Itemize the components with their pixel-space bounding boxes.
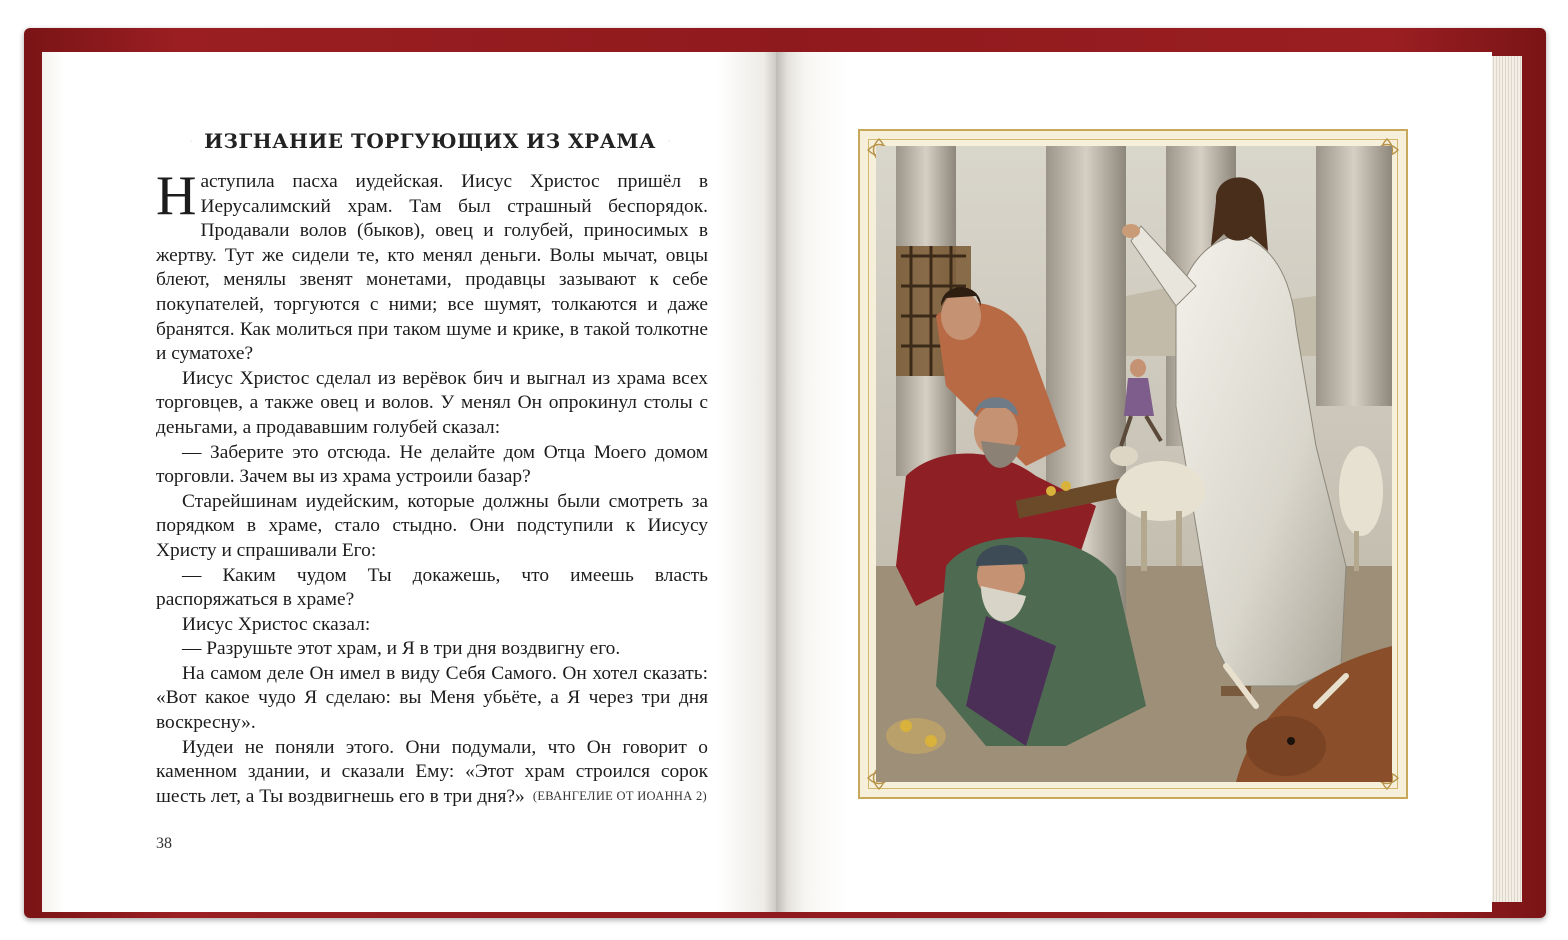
paragraph: Иисус Христос сделал из верёвок бич и выгнал из храма всех торговцев, а также овец и волов. У менял Он опрокинул столы с деньгами, а продававшим голубей сказал: [156, 367, 708, 438]
page-number: 38 [156, 835, 172, 852]
paragraph: — Заберите это отсюда. Не делайте дом Отца Моего домом торговли. Зачем вы из храма устроили базар? [156, 441, 708, 488]
chapter-heading [190, 124, 670, 158]
pillar [1316, 146, 1392, 406]
paragraph: Наступила пасха иудейская. Иисус Христос пришёл в Иерусалимский храм. Там был страшный беспорядок. Продавали волов (быков), овец и голубей, приносимых в жертву. Тут же сидели те, кто менял деньги. Волы мычат, овцы блеют, менялы звенят монетами, продавцы зазывают к себе покупателей, торгуются с ними; все шумят, толкаются и даже бранятся. Как молиться при таком шуме и крике, в такой толкотне и суматохе? [156, 165, 708, 365]
page-title: ИЗГНАНИЕ ТОРГУЮЩИХ ИЗ ХРАМА [204, 129, 656, 153]
temple-cleansing-illustration [876, 146, 1392, 782]
painting-svg [876, 146, 1392, 782]
page-edges [1488, 56, 1522, 902]
paragraph: — Разрушьте этот храм, и Я в три дня воздвигну его. [182, 638, 621, 660]
paragraph: — Каким чудом Ты докажешь, что имеешь власть распоряжаться в храме? [156, 564, 708, 611]
drop-cap: Н [156, 165, 197, 227]
paragraph: Иудеи не поняли этого. Они подумали, что Он говорит о каменном здании, и сказали Ему: «Этот храм строился сорок шесть лет, а Ты воздвигнешь его в три дня?» [156, 736, 708, 807]
paragraph: Иисус Христос сказал: [182, 613, 371, 635]
paragraph: На самом деле Он имел в виду Себя Самого. Он хотел сказать: «Вот какое чудо Я сделаю: вы Меня убьёте, а Я через три дня воскресну». [156, 662, 708, 734]
paragraph: Старейшинам иудейским, которые должны были смотреть за порядком в храме, стало стыдно. Они подступили к Иисусу Христу и спрашивали Его: [156, 490, 708, 561]
book-spine [764, 52, 788, 912]
scripture-reference: (ЕВАНГЕЛИЕ ОТ ИОАННА 2) [532, 789, 707, 803]
right-ornament-icon [668, 130, 670, 152]
left-ornament-icon [190, 130, 192, 152]
story-text [156, 165, 708, 809]
